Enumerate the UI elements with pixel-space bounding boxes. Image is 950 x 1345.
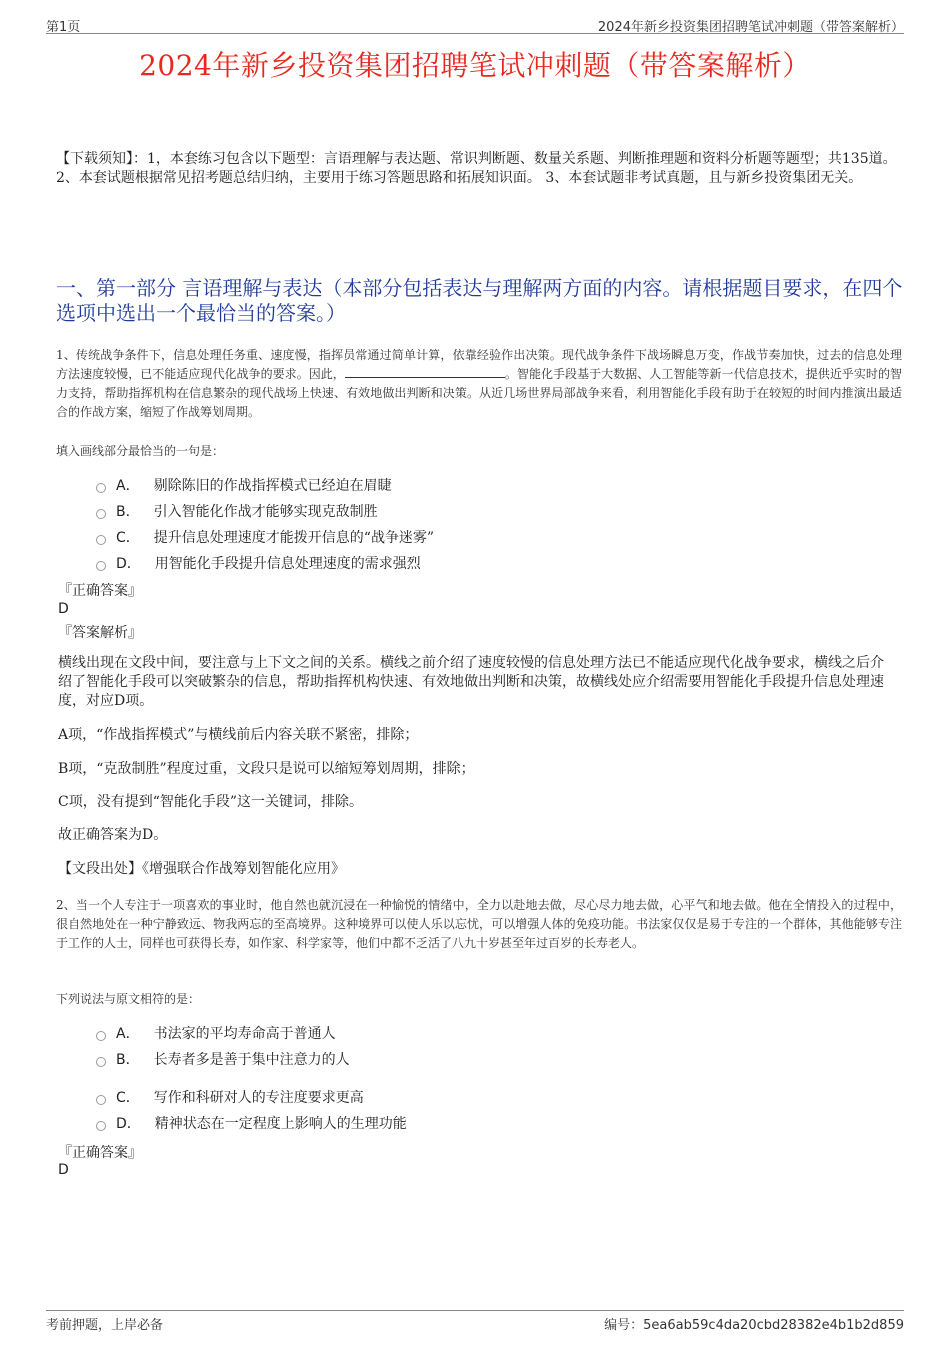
q1-analysis-a: A项，“作战指挥模式”与横线前后内容关联不紧密，排除； [58,727,419,743]
q1-blank [345,365,505,378]
header-doc-title: 2024年新乡投资集团招聘笔试冲刺题（带答案解析） [597,20,904,35]
q1-analysis-b: B项，“克敌制胜”程度过重，文段只是说可以缩短筹划周期，排除； [58,761,475,777]
header-divider [46,33,904,34]
q1-option-c[interactable]: C． 提升信息处理速度才能拨开信息的“战争迷雾” [96,524,434,550]
q1-options [96,472,434,576]
radio-icon[interactable] [96,1031,106,1041]
q1-analysis-c: C项，没有提到“智能化手段”这一关键词，排除。 [58,794,364,810]
q2-options-top [96,1020,350,1072]
q2-option-c[interactable]: C． 写作和科研对人的专注度要求更高 [96,1084,407,1110]
radio-icon[interactable] [96,483,106,493]
q1-analysis-label: 『答案解析』 [58,625,142,641]
footer-doc-id: 编号：5ea6ab59c4da20cbd28382e4b1b2d859 [604,1318,904,1333]
q1-passage-before: 1、传统战争条件下，信息处理任务重、速度慢，指挥员常通过简单计算，依靠经验作出决策。现代战争条件下战场瞬息万变，作战节奏加快，过去的信息处理方法速度较慢，已不能适应现代化战争的要求。因此， [56,348,902,381]
q1-analysis-conclusion: 故正确答案为D。 [58,827,168,843]
footer-slogan: 考前押题，上岸必备 [46,1318,164,1333]
radio-icon[interactable] [96,1095,106,1105]
q2-option-b[interactable]: B． 长寿者多是善于集中注意力的人 [96,1046,350,1072]
q1-option-a[interactable]: A． 剔除陈旧的作战指挥模式已经迫在眉睫 [96,472,434,498]
page-title: 2024年新乡投资集团招聘笔试冲刺题（带答案解析） [139,49,811,82]
radio-icon[interactable] [96,1121,106,1131]
radio-icon[interactable] [96,1057,106,1067]
radio-icon[interactable] [96,509,106,519]
q1-answer-label: 『正确答案』 [58,583,142,599]
q1-passage-after: 。智能化手段基于大数据、人工智能等新一代信息技术，提供近乎实时的智力支持，帮助指挥机构在信息繁杂的现代战场上快速、有效地做出判断和决策。从近几场世界局部战争来看，利用智能化手段有助于在较短的时间内推演出最适合的作战方案，缩短了作战筹划周期。 [56,367,902,419]
q1-analysis-main: 横线出现在文段中间，要注意与上下文之间的关系。横线之前介绍了速度较慢的信息处理方法已不能适应现代化战争要求，横线之后介绍了智能化手段可以突破繁杂的信息，帮助指挥机构快速、有效地做出判断和决策，故横线处应介绍需要用智能化手段提升信息处理速度，对应D项。 [58,655,884,709]
section-heading: 一、第一部分 言语理解与表达（本部分包括表达与理解两方面的内容。请根据题目要求，在四个选项中选出一个最恰当的答案。） [56,276,903,325]
q2-answer-label: 『正确答案』 [58,1145,142,1161]
footer-divider [46,1310,904,1311]
q1-option-d[interactable]: D． 用智能化手段提升信息处理速度的需求强烈 [96,550,434,576]
q1-prompt: 填入画线部分最恰当的一句是： [56,444,225,458]
radio-icon[interactable] [96,535,106,545]
radio-icon[interactable] [96,561,106,571]
q2-passage: 2、当一个人专注于一项喜欢的事业时，他自然也就沉浸在一种愉悦的情绪中，全力以赴地去做，尽心尽力地去做，心平气和地去做。他在全情投入的过程中，很自然地处在一种宁静致远、物我两忘的至高境界。这种境界可以使人乐以忘忧，可以增强人体的免疫功能。书法家仅仅是易于专注的一个群体，其他能够专注于工作的人士，同样也可获得长寿，如作家、科学家等，他们中都不乏活了八九十岁甚至年过百岁的长寿老人。 [56,898,902,950]
q2-options-bottom [96,1084,407,1136]
q1-option-b[interactable]: B． 引入智能化作战才能够实现克敌制胜 [96,498,434,524]
q1-source: 【文段出处】《增强联合作战筹划智能化应用》 [58,861,345,877]
q2-option-a[interactable]: A． 书法家的平均寿命高于普通人 [96,1020,350,1046]
q1-passage [56,346,902,422]
page-number: 第1页 [46,20,81,35]
q1-answer: D [58,601,69,617]
q2-answer: D [58,1162,69,1178]
q2-prompt: 下列说法与原文相符的是： [56,992,201,1006]
q2-option-d[interactable]: D． 精神状态在一定程度上影响人的生理功能 [96,1110,407,1136]
download-notice: 【下载须知】：1，本套练习包含以下题型：言语理解与表达题、常识判断题、数量关系题、判断推理题和资料分析题等题型；共135道。 2、本套试题根据常见招考题总结归纳，主要用于练习答题思路和拓展知识面。 3、本套试题非考试真题，且与新乡投资集团无关。 [56,151,897,186]
